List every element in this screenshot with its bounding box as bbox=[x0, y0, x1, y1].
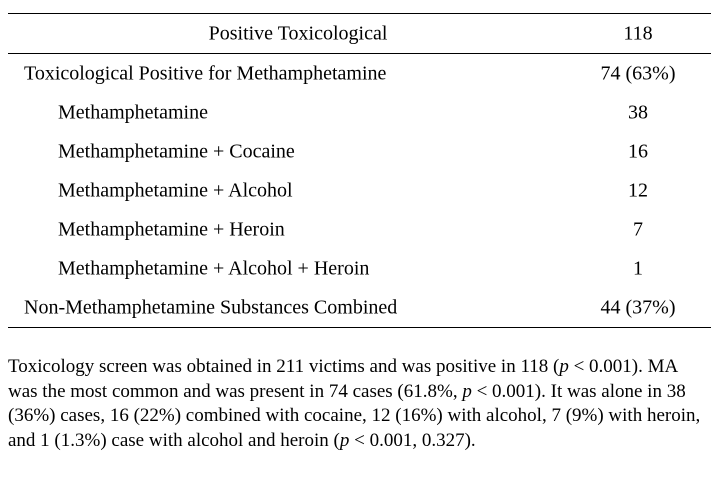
row-value: 44 (37%) bbox=[600, 296, 676, 318]
footnote-text: < 0.001, 0.327). bbox=[349, 429, 476, 451]
row-value: 38 bbox=[628, 101, 648, 123]
footnote-text: Toxicology screen was obtained in 211 victims and was positive in 118 ( bbox=[8, 356, 560, 377]
table-row bbox=[8, 288, 711, 327]
footnote-p-symbol: p bbox=[559, 356, 569, 377]
footnote-p-symbol: p bbox=[462, 380, 472, 402]
table-header-row bbox=[8, 14, 711, 53]
table-row bbox=[8, 54, 711, 93]
row-value: 7 bbox=[633, 218, 643, 240]
row-label: Methamphetamine + Alcohol bbox=[58, 179, 293, 201]
header-value: 118 bbox=[623, 22, 653, 44]
row-label: Toxicological Positive for Methamphetamine bbox=[24, 62, 387, 84]
row-label: Methamphetamine + Heroin bbox=[58, 218, 285, 240]
header-label: Positive Toxicological bbox=[208, 22, 388, 44]
table-footnote bbox=[8, 355, 711, 453]
table-row bbox=[8, 249, 711, 288]
footnote-text: < 0.001). MA was the most common and was present in 74 cases (61.8%, bbox=[8, 356, 682, 402]
row-value: 1 bbox=[633, 257, 643, 279]
footnote-text: < 0.001). It was alone in 38 (36%) cases, 16 (22%) combined with cocaine, 12 (16%) with alcohol, 7 (9%) with heroin, and 1 (1.3%) case with alcohol and heroin ( bbox=[8, 380, 705, 451]
row-label: Methamphetamine + Cocaine bbox=[58, 140, 295, 162]
row-label: Methamphetamine + Alcohol + Heroin bbox=[58, 257, 370, 279]
row-value: 12 bbox=[628, 179, 648, 201]
table-row bbox=[8, 93, 711, 132]
footnote-p-symbol: p bbox=[339, 429, 350, 451]
row-value: 74 (63%) bbox=[600, 62, 676, 84]
table-row bbox=[8, 171, 711, 210]
table-row bbox=[8, 210, 711, 249]
table-bottom-rule bbox=[8, 327, 711, 328]
toxicology-table bbox=[8, 13, 711, 328]
row-value: 16 bbox=[628, 140, 648, 162]
row-label: Non-Methamphetamine Substances Combined bbox=[24, 296, 398, 318]
row-label: Methamphetamine bbox=[58, 101, 208, 123]
table-row bbox=[8, 132, 711, 171]
